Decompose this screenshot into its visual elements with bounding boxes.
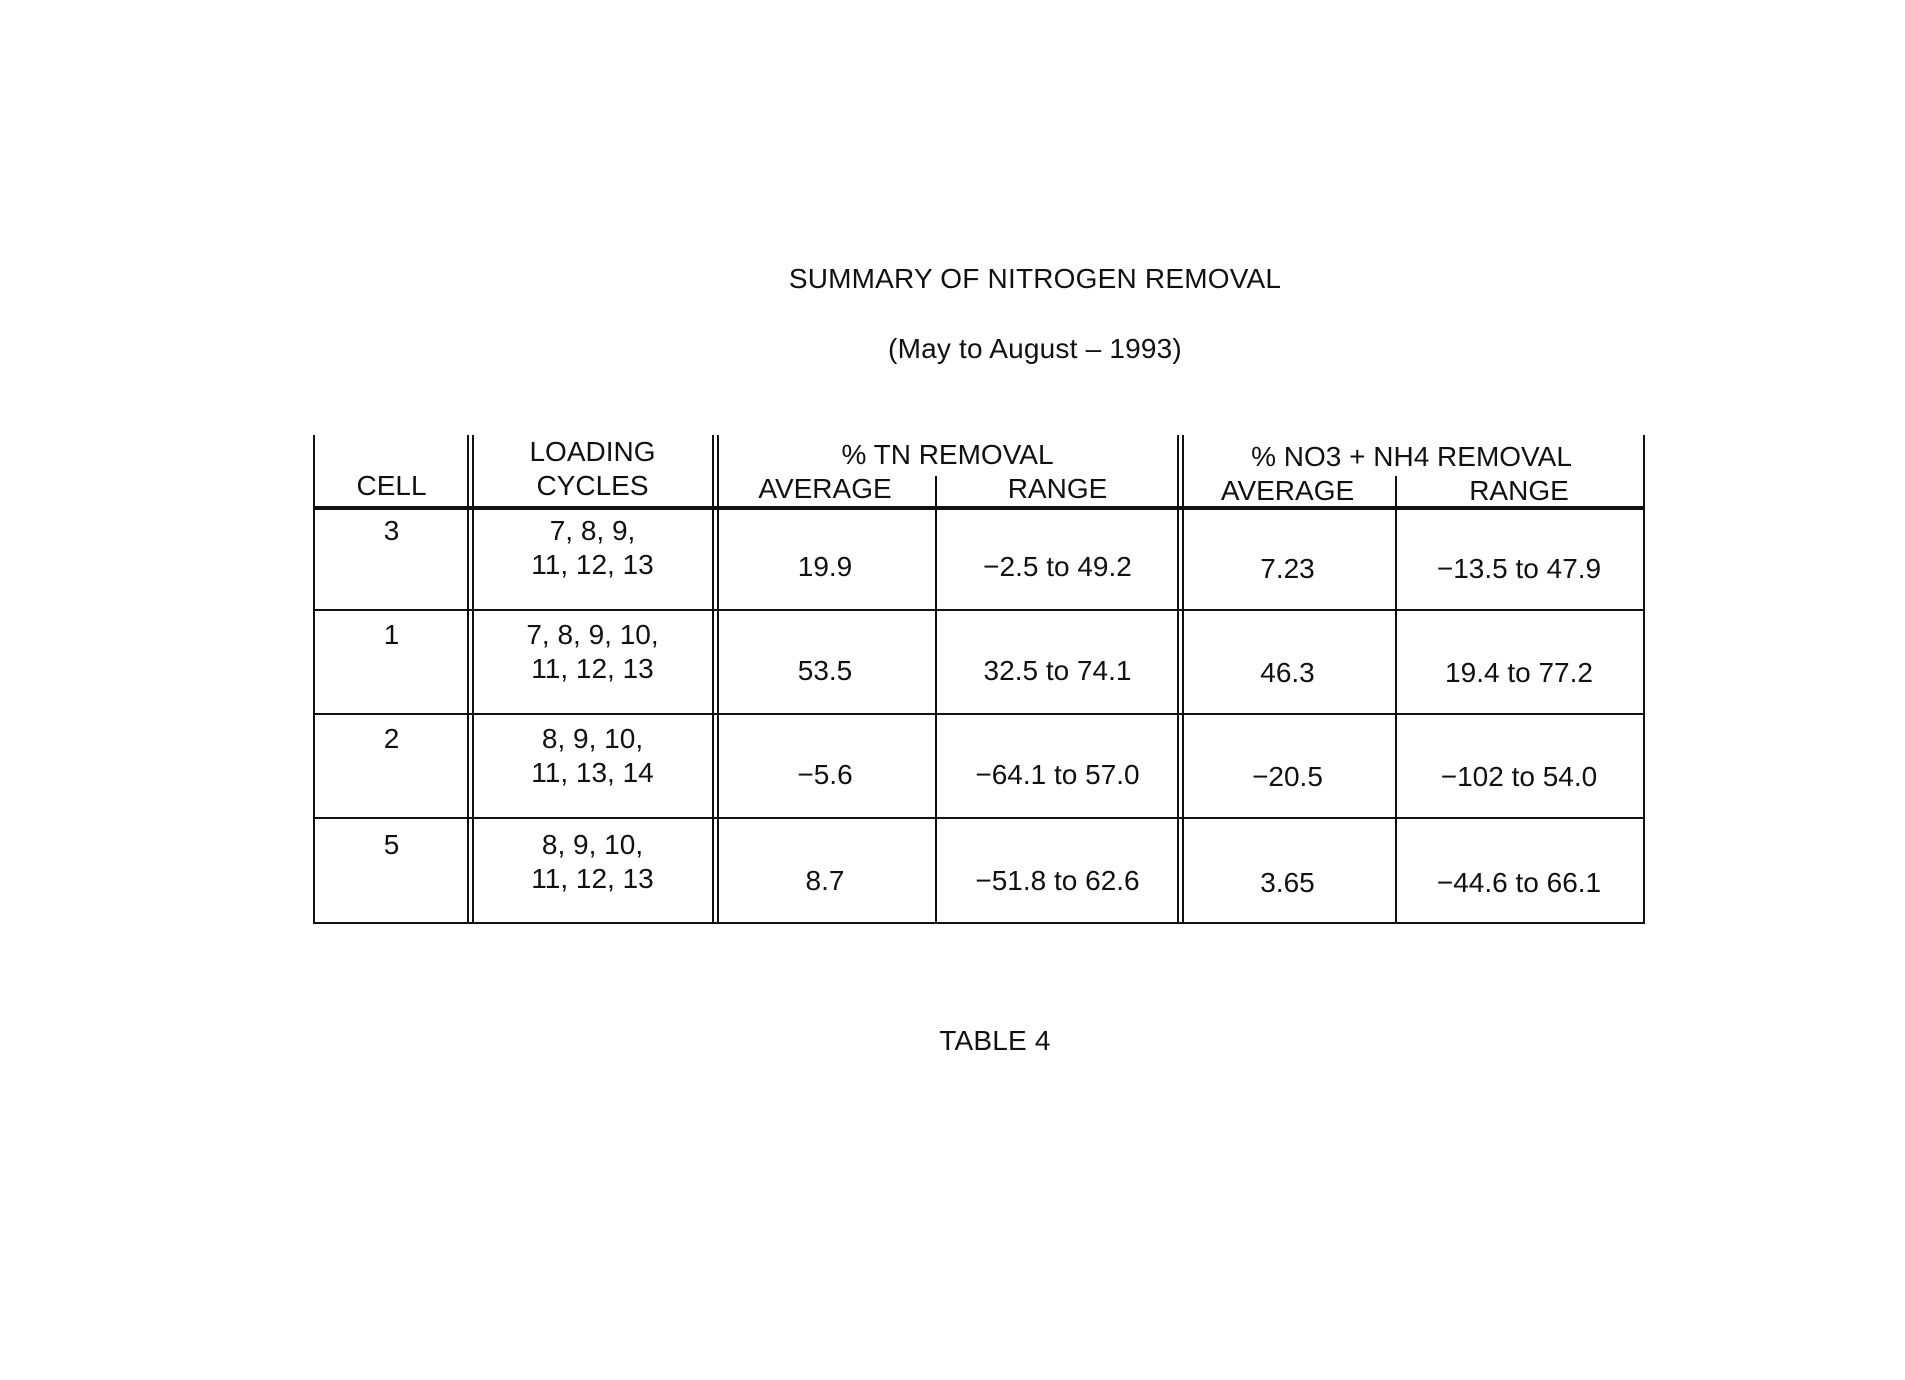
row-no3-range: −44.6 to 66.1 bbox=[1436, 867, 1602, 898]
row-cycles-line1: 7, 8, 9, 10, bbox=[526, 619, 659, 650]
header-tn-range: RANGE bbox=[1007, 473, 1108, 504]
row-no3-average: 7.23 bbox=[1260, 553, 1315, 584]
row-tn-range: −51.8 to 62.6 bbox=[975, 865, 1140, 896]
document-subtitle: (May to August – 1993) bbox=[888, 333, 1182, 364]
row-divider bbox=[313, 609, 1645, 611]
header-tn-average: AVERAGE bbox=[758, 473, 892, 504]
header-no3-range: RANGE bbox=[1469, 475, 1569, 506]
row-cell-id: 2 bbox=[383, 723, 400, 754]
row-no3-average: 46.3 bbox=[1260, 657, 1315, 688]
row-no3-average: 3.65 bbox=[1260, 867, 1315, 898]
row-cycles-line2: 11, 13, 14 bbox=[531, 757, 654, 788]
row-cycles-line2: 11, 12, 13 bbox=[531, 653, 654, 684]
row-tn-average: 53.5 bbox=[797, 655, 853, 686]
row-tn-average: 19.9 bbox=[797, 551, 853, 582]
row-divider bbox=[313, 817, 1645, 819]
header-no3-nh4-removal: % NO3 + NH4 REMOVAL bbox=[1251, 441, 1572, 472]
row-cell-id: 1 bbox=[383, 619, 400, 650]
header-no3-average: AVERAGE bbox=[1220, 475, 1355, 506]
table-bottom-border bbox=[313, 922, 1645, 924]
row-no3-range: 19.4 to 77.2 bbox=[1445, 657, 1593, 688]
tn-subcolumn-divider bbox=[935, 476, 937, 922]
row-cycles-line1: 7, 8, 9, bbox=[549, 515, 636, 546]
header-loading-line1: LOADING bbox=[529, 436, 656, 467]
row-cell-id: 3 bbox=[383, 515, 400, 546]
row-tn-range: −64.1 to 57.0 bbox=[975, 759, 1140, 790]
row-no3-average: −20.5 bbox=[1252, 761, 1323, 792]
row-tn-range: −2.5 to 49.2 bbox=[983, 551, 1132, 582]
row-divider bbox=[313, 713, 1645, 715]
header-loading-line2: CYCLES bbox=[536, 470, 649, 501]
row-cycles-line2: 11, 12, 13 bbox=[531, 863, 654, 894]
header-tn-removal: % TN REMOVAL bbox=[841, 439, 1054, 470]
header-cell: CELL bbox=[356, 470, 427, 501]
row-cycles-line1: 8, 9, 10, bbox=[541, 723, 644, 754]
row-no3-range: −102 to 54.0 bbox=[1440, 761, 1598, 792]
row-no3-range: −13.5 to 47.9 bbox=[1436, 553, 1602, 584]
document-title: SUMMARY OF NITROGEN REMOVAL bbox=[788, 263, 1282, 294]
row-cycles-line2: 11, 12, 13 bbox=[531, 549, 654, 580]
row-tn-average: 8.7 bbox=[805, 865, 845, 896]
row-tn-average: −5.6 bbox=[797, 759, 853, 790]
row-tn-range: 32.5 to 74.1 bbox=[983, 655, 1132, 686]
row-cell-id: 5 bbox=[383, 829, 400, 860]
table-caption: TABLE 4 bbox=[939, 1025, 1051, 1056]
row-cycles-line1: 8, 9, 10, bbox=[541, 829, 644, 860]
no3-subcolumn-divider bbox=[1395, 476, 1397, 922]
